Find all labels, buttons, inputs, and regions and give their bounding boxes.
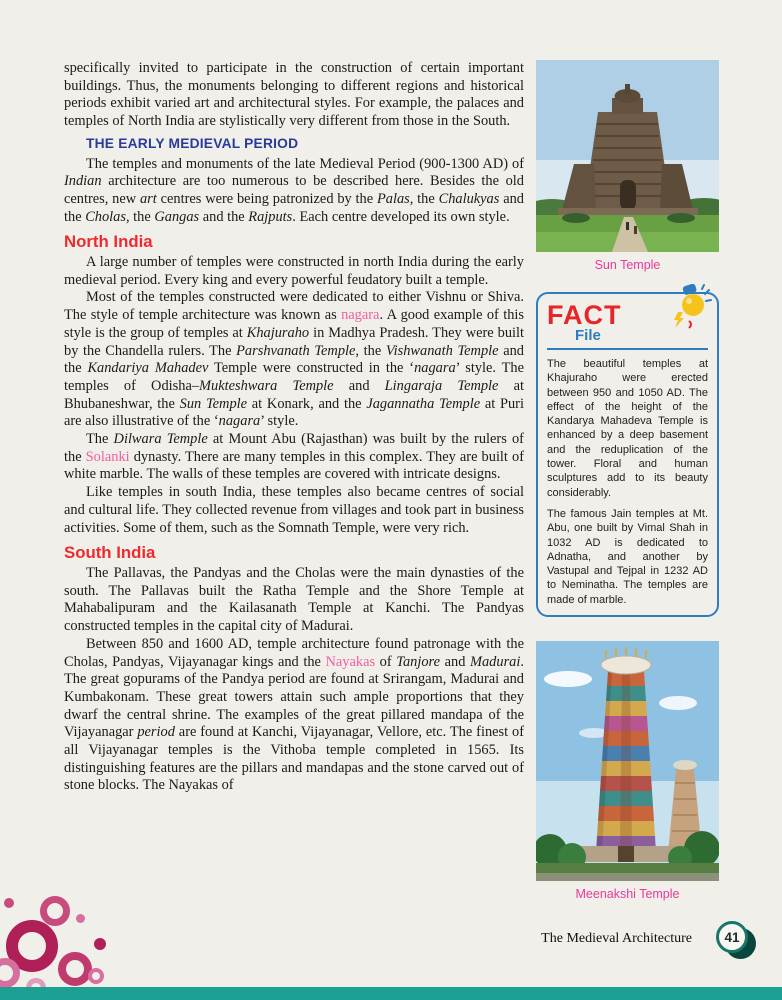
text-segment: Lingaraja Temple [384, 377, 499, 394]
text-segment: Vishwanath Temple [385, 342, 499, 359]
text-segment: . The great gopurams of the Pandya period are found at Srirangam, Madurai and Kumbakonam. These great towers attain such ample proportions that they dwarf the central shrine. The examples of the great pillared mandapa of the Vijayanagar [64, 653, 524, 741]
section-heading-north-india: North India [64, 232, 153, 252]
text-segment: architecture are too numerous to be described here. Besides the old centres, new [64, 173, 524, 207]
section-heading-south-india: South India [64, 543, 156, 563]
text-segment: The temples and monuments of the late Medieval Period (900-1300 AD) of [86, 155, 524, 172]
decorative-circle [40, 896, 70, 926]
text-segment: Palas [376, 190, 410, 207]
text-segment: ’ style. The temples of Odisha– [64, 360, 524, 394]
paragraph [64, 484, 524, 537]
section-heading-early-medieval-period: THE EARLY MEDIEVAL PERIOD [86, 135, 299, 151]
text-segment: Madurai [470, 653, 521, 670]
text-segment: at Konark, and the [247, 395, 367, 412]
text-segment: Kandariya Mahadev [87, 360, 209, 377]
fact-file-box [536, 292, 719, 617]
text-segment: nagara [414, 360, 456, 377]
decorative-dot [76, 914, 85, 923]
fact-subtitle: File [575, 327, 601, 344]
page-number: 41 [716, 921, 748, 953]
text-segment: in Madhya Pradesh. They were built by the Chandella rulers. The [64, 324, 525, 359]
sidebar [536, 60, 719, 901]
text-segment: , the [355, 342, 386, 359]
paragraph [64, 254, 524, 289]
text-segment: Sun Temple [179, 395, 248, 412]
text-segment: Khajuraho [246, 324, 310, 341]
text-segment: Dilwara Temple [113, 431, 208, 448]
text-segment: and [333, 377, 385, 394]
text-segment: Between 850 and 1600 AD, temple architecture found patronage with the Cholas, Pandyas, Vijayanagar kings and the [64, 635, 524, 670]
decorative-dot [4, 898, 14, 908]
text-segment: and the [64, 190, 524, 225]
keyword-link: Solanki [85, 448, 130, 465]
text-segment: art [139, 190, 157, 207]
meenakshi-temple-caption: Meenakshi Temple [575, 887, 680, 902]
paragraph [64, 289, 524, 431]
fact-paragraph: The famous Jain temples at Mt. Abu, one built by Vimal Shah in 1032 AD is dedicated to Adnatha, and another by Vastupal and Tejpal in 1232 AD to Neminatha. The temples are made of marble. [547, 507, 708, 606]
paragraph [64, 60, 524, 131]
meenakshi-temple-illustration [536, 641, 719, 881]
page-number-badge [716, 921, 756, 961]
lightbulb-icon [668, 284, 712, 335]
fact-title: FACT [547, 300, 622, 330]
text-segment: ’ style. [260, 413, 299, 430]
text-segment: are found at Kanchi, Vijayanagar, Vellore, etc. The finest of all Vijayanagar temples is the Vithoba temple completed in 1565. Its distinguishing features are the pillars and mandapas and the stone carved out of stone blocks. The Nayakas of [64, 724, 524, 794]
text-segment: , the [125, 208, 155, 225]
text-segment: at Bhubaneshwar, the [64, 377, 524, 412]
text-segment: A large number of temples were constructed in north India during the early medieval period. Every king and every powerful feudatory built a temple. [64, 254, 524, 288]
text-segment: The [86, 431, 114, 448]
text-segment: , the [409, 190, 439, 207]
text-segment: Indian [64, 173, 102, 190]
text-segment: Tanjore [396, 653, 440, 670]
text-segment: centres were being patronized by the [156, 190, 377, 207]
text-segment: period [137, 724, 175, 741]
footer-chapter-label: The Medieval Architecture [541, 931, 692, 946]
text-segment: and the [199, 208, 249, 225]
bottom-accent-bar [0, 987, 782, 1000]
text-segment: . Each centre developed its own style. [292, 208, 510, 225]
text-segment: dynasty. There are many temples in this complex. They are built of white marble. The walls of these temples are covered with intricate designs. [64, 448, 524, 483]
keyword-link: nagara [341, 307, 380, 324]
text-segment: Mukteshwara Temple [199, 377, 334, 394]
meenakshi-temple-photo [536, 641, 719, 881]
fact-file-header [547, 300, 708, 350]
main-text-column [64, 60, 524, 795]
text-segment: Gangas [154, 208, 200, 225]
text-segment: specifically invited to participate in the construction of certain important buildings. Thus, the monuments belonging to different regions and historical periods exhibit varied art and architectural styles. For example, the palaces and temples of North India are stylistically very different from those in the South. [64, 60, 524, 130]
text-segment: Jagannatha Temple [366, 395, 481, 412]
fact-paragraph: The beautiful temples at Khajuraho were erected between 950 and 1050 AD. The effect of the height of the Kandarya Mahadeva Temple is enhanced by a deep basement and the reduplication of the tower. Floral and human sculptures add to its beauty considerably. [547, 358, 708, 499]
text-segment: Most of the temples constructed were dedicated to either Vishnu or Shiva. The style of temple architecture was known as [64, 289, 524, 324]
text-segment: Temple were constructed in the ‘ [208, 360, 415, 377]
decorative-circle [88, 968, 104, 984]
text-segment: Cholas [85, 208, 126, 225]
text-segment: Rajputs [248, 208, 293, 225]
text-segment: Like temples in south India, these temples also became centres of social and cultural life. They collected revenue from villages and took part in business activities. Some of them, such as the Somnath Temple, were very rich. [64, 484, 524, 536]
decorative-dot [94, 938, 106, 950]
text-segment: of [375, 653, 397, 670]
sun-temple-photo [536, 60, 719, 252]
text-segment: . A good example of this style is the group of temples at [64, 307, 524, 341]
paragraph [64, 636, 524, 795]
sun-temple-illustration [536, 60, 719, 252]
text-segment: at Puri are also illustrative of the ‘ [64, 395, 524, 430]
paragraph [64, 431, 524, 484]
text-segment: Parshvanath Temple [236, 342, 356, 359]
text-segment: at Mount Abu (Rajasthan) was built by the rulers of the [64, 431, 524, 465]
text-segment: nagara [218, 413, 261, 430]
keyword-link: Nayakas [325, 653, 376, 670]
sun-temple-caption: Sun Temple [594, 258, 661, 272]
text-segment: and [440, 653, 470, 670]
text-segment: Chalukyas [438, 190, 500, 207]
paragraph [64, 156, 524, 227]
text-segment: The Pallavas, the Pandyas and the Cholas were the main dynasties of the south. The Pallavas built the Ratha Temple and the Shore Temple at Mahabalipuram and the Kailasanath Temple at Kanchi. The Pandyas constructed temples in the capital city of Madurai. [64, 564, 524, 635]
paragraph [64, 565, 524, 636]
text-segment: and the [64, 342, 524, 377]
decorative-circle [58, 952, 92, 986]
